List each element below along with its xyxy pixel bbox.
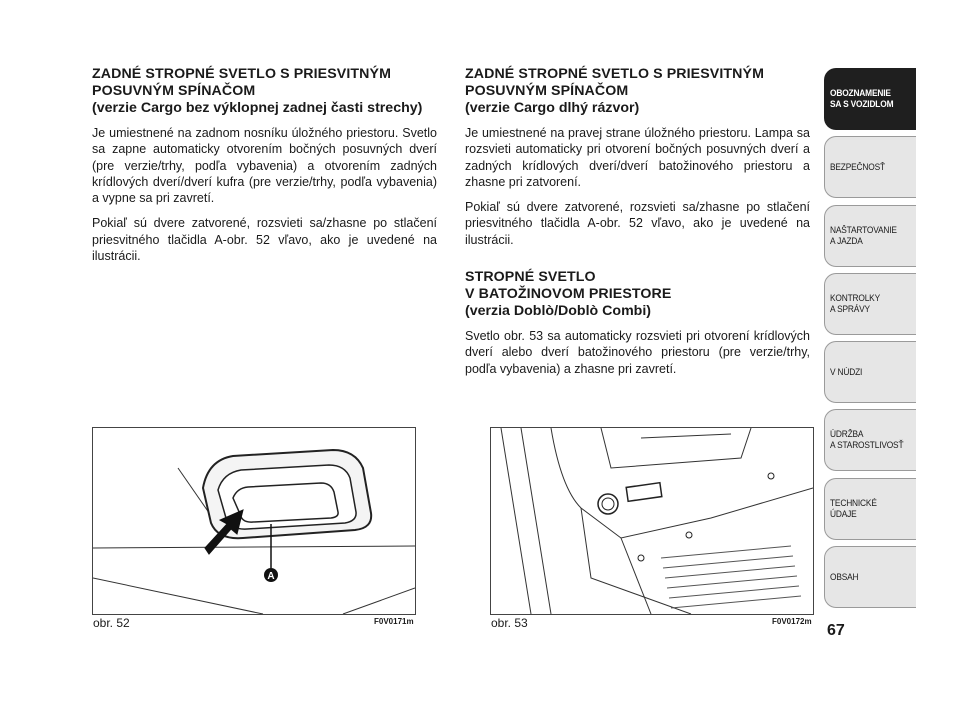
rear-ceiling-light-drawing — [93, 428, 415, 614]
luggage-light-drawing — [491, 428, 813, 614]
paragraph: Pokiaľ sú dvere zatvorené, rozsvieti sa/zhasne po stlačení priesvitného tlačidla A-obr. 52 vľavo, ako je uvedené na ilustrácii. — [92, 216, 437, 264]
tab-label: ÚDRŽBA A STAROSTLIVOSŤ — [830, 429, 904, 452]
heading-line: V BATOŽINOVOM PRIESTORE — [465, 286, 672, 303]
section-subheading-rear-light-cargo: (verzie Cargo bez výklopnej zadnej časti strechy) — [92, 100, 423, 116]
figure-53-illustration — [490, 427, 814, 615]
heading-line: STROPNÉ SVETLO — [465, 269, 596, 286]
figure-code: F0V0172m — [772, 617, 812, 626]
section-subheading-rear-light-long: (verzie Cargo dlhý rázvor) — [465, 100, 640, 116]
callout-a-label: A — [267, 571, 275, 582]
chapter-index-sidebar — [824, 68, 916, 614]
figure-52-illustration — [92, 427, 416, 615]
lamp-icon — [626, 483, 662, 502]
figure-caption: obr. 53 — [491, 616, 528, 630]
tab-oboznamenie[interactable] — [824, 68, 916, 130]
tab-technicke-udaje[interactable] — [824, 478, 916, 540]
tab-label: V NÚDZI — [830, 366, 863, 378]
paragraph: Je umiestnené na pravej strane úložného priestoru. Lampa sa rozsvieti automaticky pri otvorení bočných posuvných dverí a zadných krídlových dverí/dverí batožinového priestoru a zhasne pri zatvorení. — [465, 126, 810, 189]
section-heading-rear-light-long: ZADNÉ STROPNÉ SVETLO S PRIESVITNÝM POSUVNÝM SPÍNAČOM — [465, 66, 765, 99]
left-column — [92, 66, 437, 264]
tab-udrzba[interactable] — [824, 409, 916, 471]
figure-code: F0V0171m — [374, 617, 414, 626]
paragraph: Svetlo obr. 53 sa automaticky rozsvieti pri otvorení krídlových dverí alebo dverí batožinového priestoru (pre verzie/trhy, podľa vybavenia) a zhasne pri zavretí. — [465, 329, 810, 376]
section-subheading-luggage-light: (verzia Doblò/Doblò Combi) — [465, 303, 652, 320]
tab-v-nudzi[interactable] — [824, 341, 916, 403]
right-column — [465, 66, 810, 377]
tab-nastartovanie[interactable] — [824, 205, 916, 267]
tab-kontrolky[interactable] — [824, 273, 916, 335]
section-heading-rear-light-cargo: ZADNÉ STROPNÉ SVETLO S PRIESVITNÝM POSUVNÝM SPÍNAČOM — [92, 66, 392, 99]
tab-label: TECHNICKÉ ÚDAJE — [830, 497, 877, 520]
paragraph: Je umiestnené na zadnom nosníku úložného priestoru. Svetlo sa zapne automaticky otvorením bočných posuvných dverí (pre verzie/trhy, podľa vybavenia) a otvorením zadných krídlových dverí/dverí kufra (pre verzie/trhy, podľa vybavenia) a vypne sa pri zavretí. — [92, 126, 437, 206]
tab-label: KONTROLKY A SPRÁVY — [830, 292, 880, 315]
section-heading-luggage-light — [465, 269, 810, 303]
figure-caption: obr. 52 — [93, 616, 130, 630]
tab-obsah[interactable] — [824, 546, 916, 608]
tab-label: OBOZNAMENIE SA S VOZIDLOM — [830, 88, 894, 110]
tab-label: OBSAH — [830, 571, 859, 583]
tab-label: NAŠTARTOVANIE A JAZDA — [830, 224, 897, 247]
paragraph: Pokiaľ sú dvere zatvorené, rozsvieti sa/zhasne po stlačení priesvitného tlačidla A-obr. 52 vľavo, ako je uvedené na ilustrácii. — [465, 200, 810, 247]
tab-bezpecnost[interactable] — [824, 136, 916, 198]
page-number: 67 — [827, 622, 845, 639]
section-luggage-light — [465, 269, 810, 377]
tab-label: BEZPEČNOSŤ — [830, 161, 885, 173]
